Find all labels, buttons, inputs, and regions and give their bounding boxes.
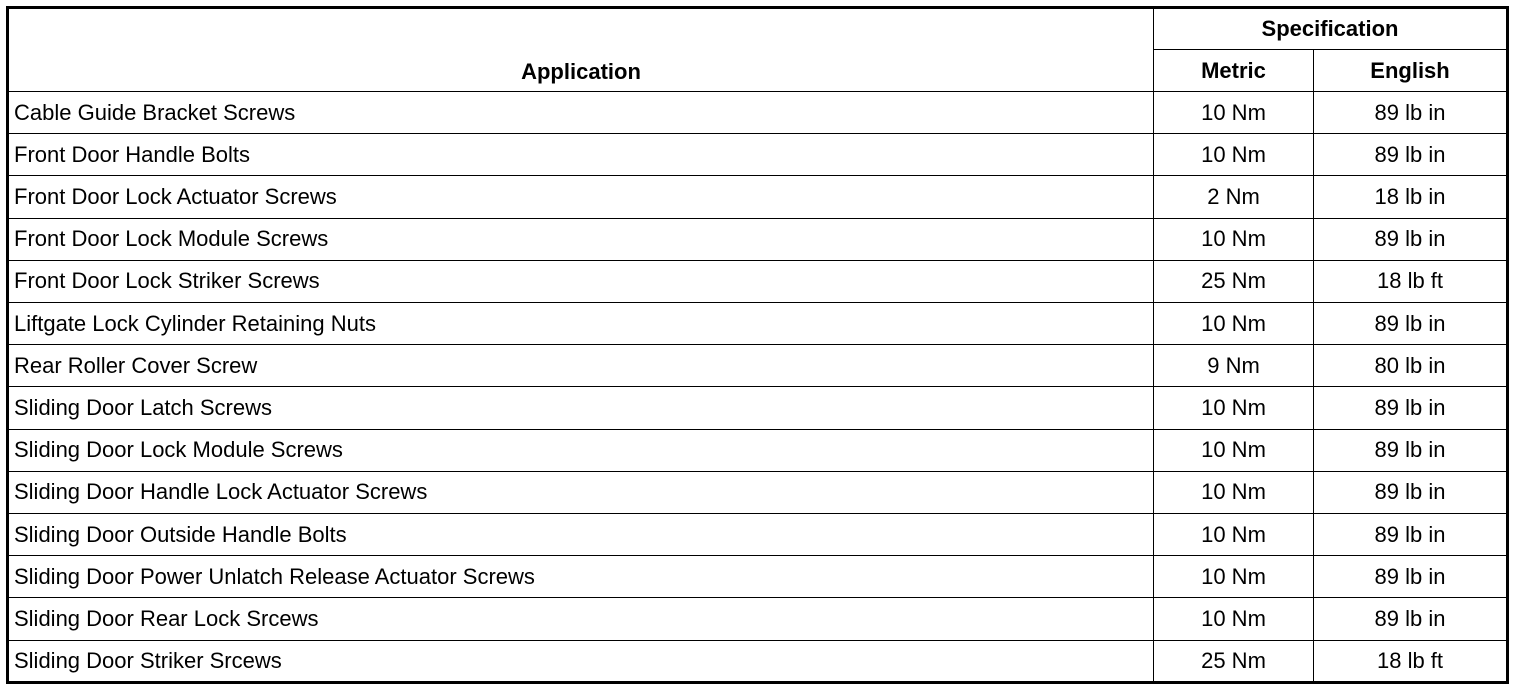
metric-cell: 9 Nm <box>1154 345 1314 387</box>
english-cell: 89 lb in <box>1314 514 1508 556</box>
table-row <box>8 134 1508 176</box>
metric-cell: 10 Nm <box>1154 556 1314 598</box>
table-row <box>8 303 1508 345</box>
application-cell: Cable Guide Bracket Screws <box>8 92 1154 134</box>
table-row <box>8 387 1508 429</box>
english-cell: 89 lb in <box>1314 556 1508 598</box>
application-cell: Sliding Door Rear Lock Srcews <box>8 598 1154 640</box>
table-row <box>8 92 1508 134</box>
english-cell: 89 lb in <box>1314 134 1508 176</box>
table-row <box>8 556 1508 598</box>
application-cell: Rear Roller Cover Screw <box>8 345 1154 387</box>
metric-cell: 10 Nm <box>1154 134 1314 176</box>
metric-cell: 25 Nm <box>1154 260 1314 302</box>
metric-cell: 10 Nm <box>1154 92 1314 134</box>
table-row <box>8 345 1508 387</box>
metric-cell: 2 Nm <box>1154 176 1314 218</box>
table-row <box>8 514 1508 556</box>
metric-cell: 10 Nm <box>1154 387 1314 429</box>
specification-header: Specification <box>1154 8 1508 50</box>
english-cell: 18 lb ft <box>1314 260 1508 302</box>
metric-header: Metric <box>1154 50 1314 92</box>
application-cell: Front Door Lock Actuator Screws <box>8 176 1154 218</box>
application-cell: Sliding Door Latch Screws <box>8 387 1154 429</box>
table-body <box>8 92 1508 683</box>
metric-cell: 10 Nm <box>1154 218 1314 260</box>
table-row <box>8 429 1508 471</box>
table-row <box>8 471 1508 513</box>
english-cell: 89 lb in <box>1314 471 1508 513</box>
application-cell: Sliding Door Handle Lock Actuator Screws <box>8 471 1154 513</box>
english-header: English <box>1314 50 1508 92</box>
application-cell: Sliding Door Power Unlatch Release Actuator Screws <box>8 556 1154 598</box>
english-cell: 89 lb in <box>1314 303 1508 345</box>
english-cell: 89 lb in <box>1314 218 1508 260</box>
table-row <box>8 176 1508 218</box>
english-cell: 89 lb in <box>1314 429 1508 471</box>
application-header: Application <box>8 8 1154 92</box>
application-cell: Front Door Handle Bolts <box>8 134 1154 176</box>
metric-cell: 10 Nm <box>1154 471 1314 513</box>
english-cell: 18 lb ft <box>1314 640 1508 682</box>
metric-cell: 10 Nm <box>1154 598 1314 640</box>
table-row <box>8 260 1508 302</box>
table-row <box>8 640 1508 682</box>
english-cell: 80 lb in <box>1314 345 1508 387</box>
application-cell: Front Door Lock Striker Screws <box>8 260 1154 302</box>
table-row <box>8 218 1508 260</box>
english-cell: 18 lb in <box>1314 176 1508 218</box>
english-cell: 89 lb in <box>1314 387 1508 429</box>
application-cell: Front Door Lock Module Screws <box>8 218 1154 260</box>
metric-cell: 25 Nm <box>1154 640 1314 682</box>
table-row <box>8 598 1508 640</box>
application-cell: Sliding Door Striker Srcews <box>8 640 1154 682</box>
english-cell: 89 lb in <box>1314 92 1508 134</box>
metric-cell: 10 Nm <box>1154 303 1314 345</box>
table-header <box>8 8 1508 92</box>
application-cell: Sliding Door Lock Module Screws <box>8 429 1154 471</box>
torque-spec-table <box>6 6 1509 684</box>
application-cell: Sliding Door Outside Handle Bolts <box>8 514 1154 556</box>
metric-cell: 10 Nm <box>1154 429 1314 471</box>
english-cell: 89 lb in <box>1314 598 1508 640</box>
metric-cell: 10 Nm <box>1154 514 1314 556</box>
application-cell: Liftgate Lock Cylinder Retaining Nuts <box>8 303 1154 345</box>
